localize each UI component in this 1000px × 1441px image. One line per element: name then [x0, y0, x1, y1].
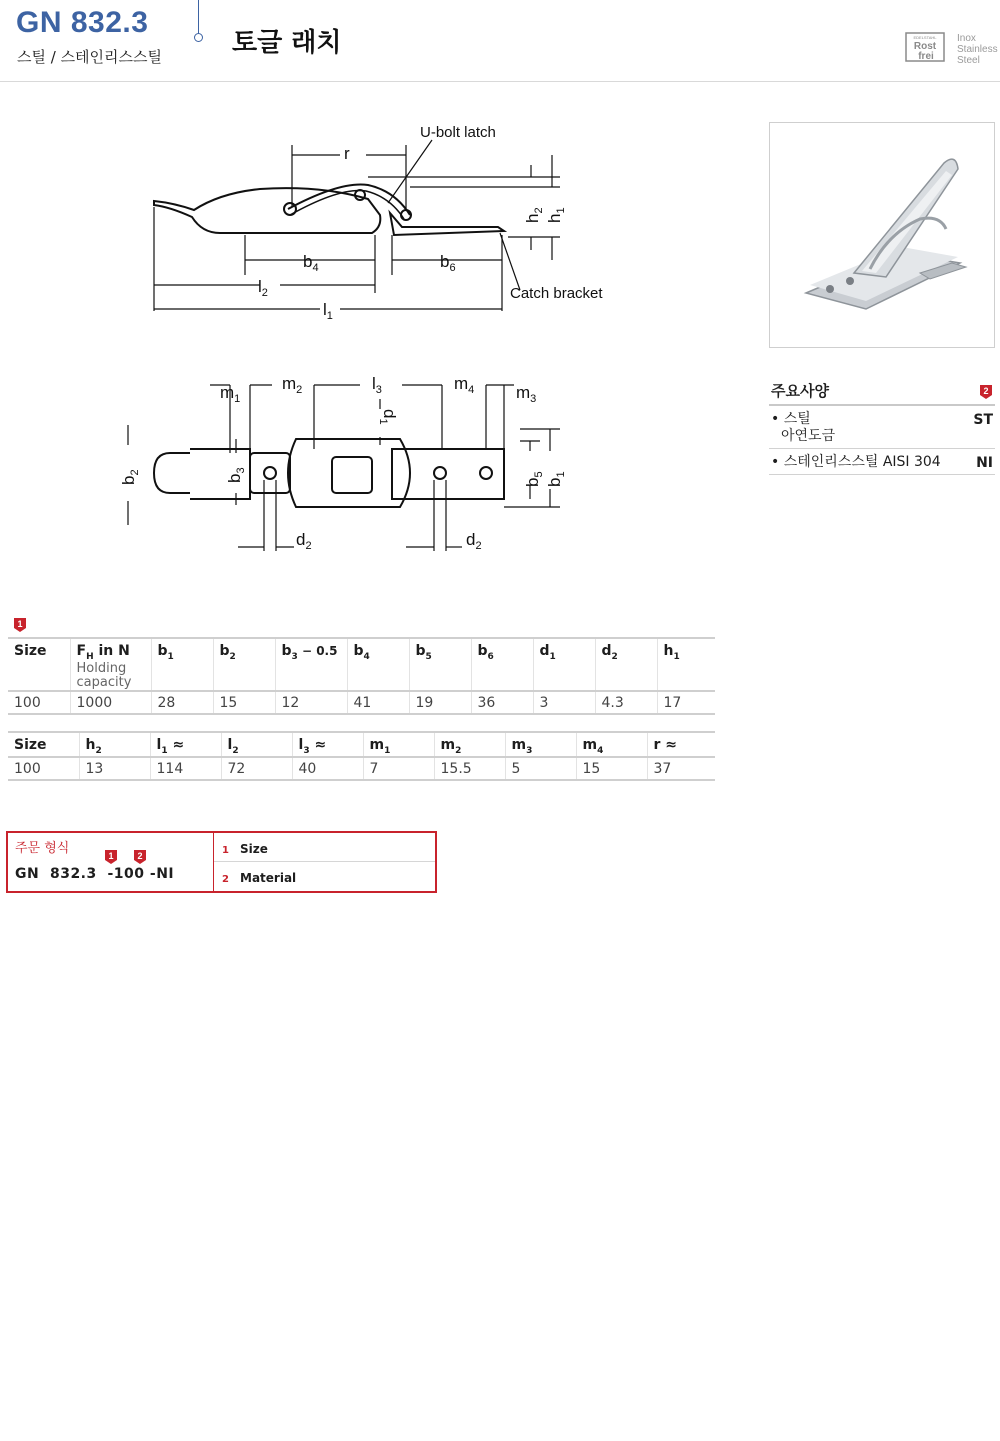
order-row-label: Material [240, 871, 297, 885]
label-h1: $h_1$ [545, 207, 567, 223]
svg-text:2: 2 [137, 851, 143, 861]
order-format-box [6, 831, 437, 893]
holding-capacity: Holding capacity [76, 660, 132, 690]
cell: 15 [213, 691, 275, 714]
spec-item-label: • 스틸 [771, 411, 811, 427]
page-header [0, 0, 1000, 82]
cell: 15.5 [434, 757, 505, 780]
cell: 15 [576, 757, 647, 780]
product-photo [769, 122, 995, 348]
order-row-material [214, 863, 435, 891]
table-marker-icon [13, 617, 27, 633]
badge-line-inox: Inox [957, 33, 976, 44]
cell: 37 [647, 757, 715, 780]
label-l3: $l_3$ [372, 374, 382, 396]
label-b2: $b_2$ [119, 469, 141, 485]
dimension-table-1 [8, 637, 715, 715]
col-b5: $b_5$ [409, 638, 471, 691]
label-b6: $b_6$ [440, 252, 456, 274]
label-u-bolt: U-bolt latch [420, 124, 496, 141]
col-l1: $l_1$ ≈ [150, 732, 221, 757]
label-r: r [344, 144, 350, 163]
col-l2: $l_2$ [221, 732, 292, 757]
cell: 12 [275, 691, 347, 714]
label-m3: $m_3$ [516, 383, 537, 405]
badge-line-stainless: Stainless [957, 44, 998, 55]
cell: 17 [657, 691, 715, 714]
product-title: 토글 래치 [232, 28, 342, 58]
cell: 13 [79, 757, 150, 780]
cell: 40 [292, 757, 363, 780]
cell: 114 [150, 757, 221, 780]
col-b1: $b_1$ [151, 638, 213, 691]
spec-title: 주요사양 [771, 382, 829, 400]
label-m2: $m_2$ [282, 374, 303, 396]
col-l3: $l_3$ ≈ [292, 732, 363, 757]
col-m2: $m_2$ [434, 732, 505, 757]
cell: 4.3 [595, 691, 657, 714]
col-size: Size [8, 732, 79, 757]
table-row [8, 691, 715, 714]
divider-line [198, 0, 199, 34]
cell: 72 [221, 757, 292, 780]
label-catch-bracket: Catch bracket [510, 285, 603, 302]
order-marker-2-icon [133, 849, 147, 865]
svg-text:1: 1 [17, 619, 23, 629]
spec-item-code: NI [976, 455, 993, 471]
badge-caption [957, 33, 998, 66]
order-format-label: 주문 형식 [15, 841, 70, 856]
col-r: r ≈ [647, 732, 715, 757]
label-d2-left: $d_2$ [296, 530, 312, 552]
col-size: Size [8, 638, 70, 691]
order-row-num: 1 [222, 845, 229, 856]
spec-item-label: • 스테인리스스틸 AISI 304 [771, 454, 941, 470]
col-fh: $F_H$ in N Holding capacity [70, 638, 151, 691]
cell: 28 [151, 691, 213, 714]
label-b1: $b_1$ [545, 471, 567, 487]
cell: 19 [409, 691, 471, 714]
label-h2: $h_2$ [523, 207, 545, 223]
cell: 5 [505, 757, 576, 780]
order-code: GN 832.3 -100 -NI [15, 866, 175, 882]
badge-bottom: frei [918, 51, 934, 62]
material-subtitle: 스틸 / 스테인리스스틸 [17, 48, 163, 66]
cell: 3 [533, 691, 595, 714]
side-view-drawing [140, 115, 630, 330]
col-d2: $d_2$ [595, 638, 657, 691]
col-d1: $d_1$ [533, 638, 595, 691]
dimension-table-2 [8, 731, 715, 781]
label-b4: $b_4$ [303, 252, 319, 274]
col-h1: $h_1$ [657, 638, 715, 691]
order-row-num: 2 [222, 874, 229, 885]
col-m4: $m_4$ [576, 732, 647, 757]
badge-top: Rost [913, 41, 937, 52]
col-b6: $b_6$ [471, 638, 533, 691]
order-row-label: Size [240, 842, 268, 856]
cell: 36 [471, 691, 533, 714]
label-m4: $m_4$ [454, 374, 475, 396]
cell: 41 [347, 691, 409, 714]
col-m1: $m_1$ [363, 732, 434, 757]
label-l1: $l_1$ [323, 300, 333, 322]
col-h2: $h_2$ [79, 732, 150, 757]
col-m3: $m_3$ [505, 732, 576, 757]
badge-brand: EDELSTAHL [913, 35, 937, 40]
spec-item-code: ST [973, 412, 993, 428]
rostfrei-logo [905, 32, 945, 62]
table-header-row [8, 732, 715, 757]
order-marker-1-icon [104, 849, 118, 865]
cell: 100 [8, 691, 70, 714]
label-d1: $d_1$ [377, 409, 399, 425]
spec-header [769, 378, 995, 406]
spec-item-steel [769, 406, 995, 449]
order-row-size [214, 833, 435, 862]
label-d2-right: $d_2$ [466, 530, 482, 552]
cell: 7 [363, 757, 434, 780]
spec-marker-icon [979, 384, 993, 400]
col-b4: $b_4$ [347, 638, 409, 691]
col-b2: $b_2$ [213, 638, 275, 691]
svg-text:2: 2 [983, 386, 989, 396]
divider-dot [194, 33, 203, 42]
col-b3: $b_3 - 0.5$ [275, 638, 347, 691]
label-m1: $m_1$ [220, 383, 241, 405]
svg-text:1: 1 [108, 851, 114, 861]
label-b3: $b_3$ [225, 467, 247, 483]
table-row [8, 757, 715, 780]
spec-item-sub: 아연도금 [781, 428, 836, 444]
cell: 1000 [70, 691, 151, 714]
badge-line-steel: Steel [957, 55, 980, 66]
label-l2: $l_2$ [258, 277, 268, 299]
table-header-row [8, 638, 715, 691]
spec-item-stainless [769, 449, 995, 475]
product-code: GN 832.3 [16, 6, 149, 39]
cell: 100 [8, 757, 79, 780]
label-b5: $b_5$ [523, 471, 545, 487]
top-view-drawing [110, 365, 590, 560]
spec-panel [769, 378, 995, 475]
